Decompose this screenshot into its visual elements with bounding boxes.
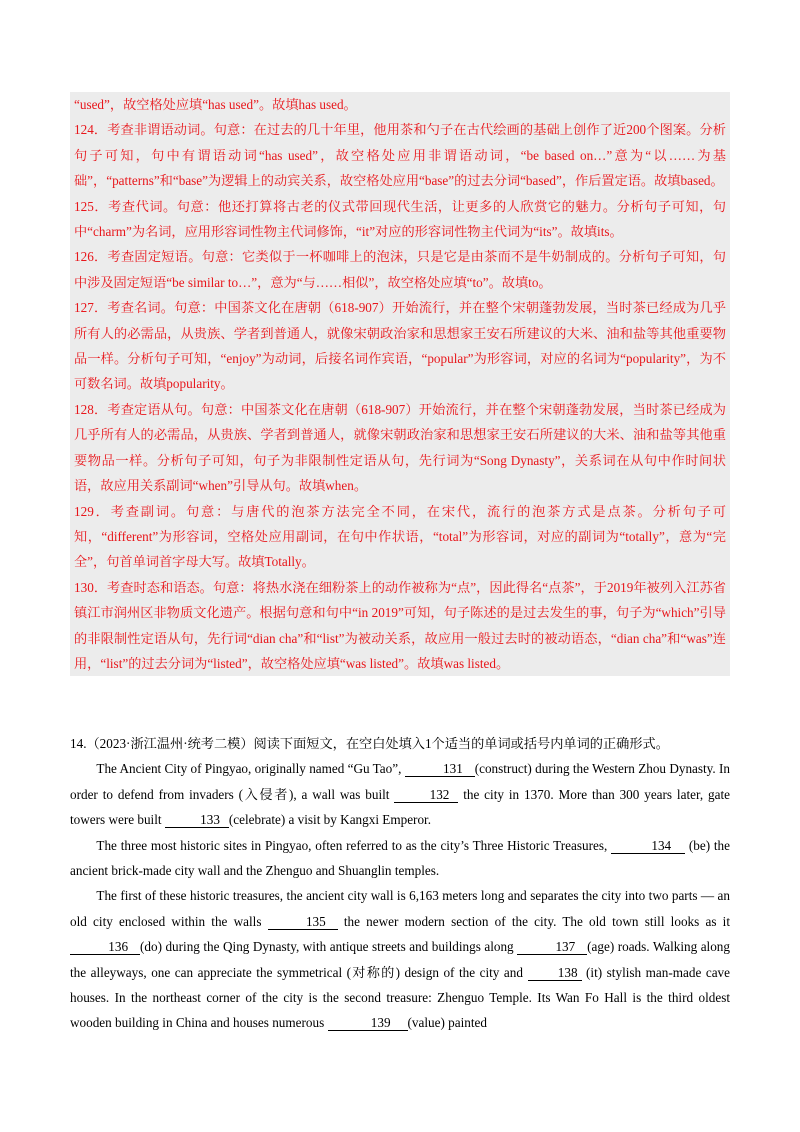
text-span: (be) the ancient brick-made city wall and the Zhenguo and Shuanglin temples.: [70, 837, 731, 879]
blank-134[interactable]: 134: [611, 838, 685, 854]
passage-paragraph-1: [70, 756, 730, 832]
blank-132[interactable]: 132: [394, 787, 458, 803]
passage-paragraph-2: [70, 833, 730, 884]
answer-130: 130．考查时态和语态。句意：将热水浇在细粉茶上的动作被称为“点”，因此得名“点茶”，于2019年被列入江苏省镇江市润州区非物质文化遗产。根据句意和句中“in 2019”可知，句子陈述的是过去发生的事，句子为“which”引导的非限制性定语从句，先行词“dian cha”和“list”为被动关系，故应用一般过去时的被动语态，“dian cha”和“was”连用，“list”的过去分词为“listed”，故空格处应填“was listed”。故填was listed。: [74, 579, 726, 671]
answer-129: 129．考查副词。句意：与唐代的泡茶方法完全不同，在宋代，流行的泡茶方式是点茶。分析句子可知，“different”为形容词，空格处应用副词，在句中作状语，“total”为形容词，对应的副词为“totally”，意为“完全”，句首单词首字母大写。故填Totally。: [74, 503, 726, 570]
text-span: the newer modern section of the city. The old town still looks as it: [337, 913, 730, 929]
answer-124: 124．考查非谓语动词。句意：在过去的几十年里，他用茶和勺子在古代绘画的基础上创作了近200个图案。分析句子可知，句中有谓语动词“has used”，故空格处应用非谓语动词，“be based on…”意为“以……为基础”，“patterns”和“base”为逻辑上的动宾关系，故空格处应用“base”的过去分词“based”，作后置定语。故填based。: [74, 122, 726, 189]
text-span: (construct) during the Western Zhou Dynasty. In order to defend from invaders (入侵者), a wall was built: [70, 761, 731, 802]
text-span: (it) stylish man-made cave houses. In the northeast corner of the city is the second treasure: Zhenguo Temple. Its Wan Fo Hall is the third oldest wooden building in China and houses numerous: [70, 964, 730, 1031]
text-span: The first of these historic treasures, the ancient city wall is 6,163 meters long and separates the city into two parts — an old city enclosed within the walls: [70, 888, 730, 929]
passage-paragraph-3: [70, 883, 730, 1035]
blank-137[interactable]: 137: [517, 939, 587, 955]
question-14: [70, 731, 730, 1036]
answer-125: 125．考查代词。句意：他还打算将古老的仪式带回现代生活，让更多的人欣赏它的魅力。分析句子可知，句中“charm”为名词，应用形容词性物主代词修饰，“it”对应的形容词性物主代词为“its”。故填its。: [74, 198, 726, 240]
answer-123-tail: “used”，故空格处应填“has used”。故填has used。: [74, 97, 357, 112]
blank-139[interactable]: 139: [328, 1015, 408, 1031]
text-span: the city in 1370. More than 300 years later, gate towers were built: [70, 786, 730, 828]
question-heading: 14.（2023·浙江温州·统考二模）阅读下面短文，在空白处填入1个适当的单词或括号内单词的正确形式。: [70, 736, 669, 751]
text-span: The Ancient City of Pingyao, originally named “Gu Tao”,: [96, 761, 405, 777]
answer-127: 127．考查名词。句意：中国茶文化在唐朝（618-907）开始流行，并在整个宋朝蓬勃发展，当时茶已经成为几乎所有人的必需品，从贵族、学者到普通人，就像宋朝政治家和思想家王安石所建议的大米、油和盐等其他重要物品一样。分析句子可知，“enjoy”为动词，后接名词作宾语，“popular”为形容词，对应的名词为“popularity”，为不可数名词。故填popularity。: [74, 300, 726, 392]
text-span: (value) painted: [407, 1015, 487, 1031]
text-span: The three most historic sites in Pingyao, often referred to as the city’s Three Historic Treasures,: [96, 837, 612, 853]
text-span: (age) roads. Walking along the alleyways, one can appreciate the symmetrical (对称的) design of the city and: [70, 939, 730, 980]
blank-135[interactable]: 135: [268, 914, 338, 930]
answer-128: 128．考查定语从句。句意：中国茶文化在唐朝（618-907）开始流行，并在整个宋朝蓬勃发展，当时茶已经成为几乎所有人的必需品，从贵族、学者到普通人，就像宋朝政治家和思想家王安石所建议的大米、油和盐等其他重要物品一样。分析句子可知，句子为非限制性定语从句，先行词为“Song Dynasty”，关系词在从句中作时间状语，故应用关系副词“when”引导从句。故填when。: [74, 401, 726, 494]
text-span: (do) during the Qing Dynasty, with antique streets and buildings along: [140, 939, 518, 955]
text-span: (celebrate) a visit by Kangxi Emperor.: [228, 812, 431, 828]
blank-138[interactable]: 138: [528, 965, 582, 981]
blank-133[interactable]: 133: [165, 812, 229, 828]
blank-136[interactable]: 136: [70, 939, 140, 955]
answer-126: 126．考查固定短语。句意：它类似于一杯咖啡上的泡沫，只是它是由茶而不是牛奶制成的。分析句子可知，句中涉及固定短语“be similar to…”，意为“与……相似”，故空格处应填“to”。故填to。: [74, 249, 726, 290]
blank-131[interactable]: 131: [405, 761, 475, 777]
answer-explanations: [70, 92, 730, 676]
